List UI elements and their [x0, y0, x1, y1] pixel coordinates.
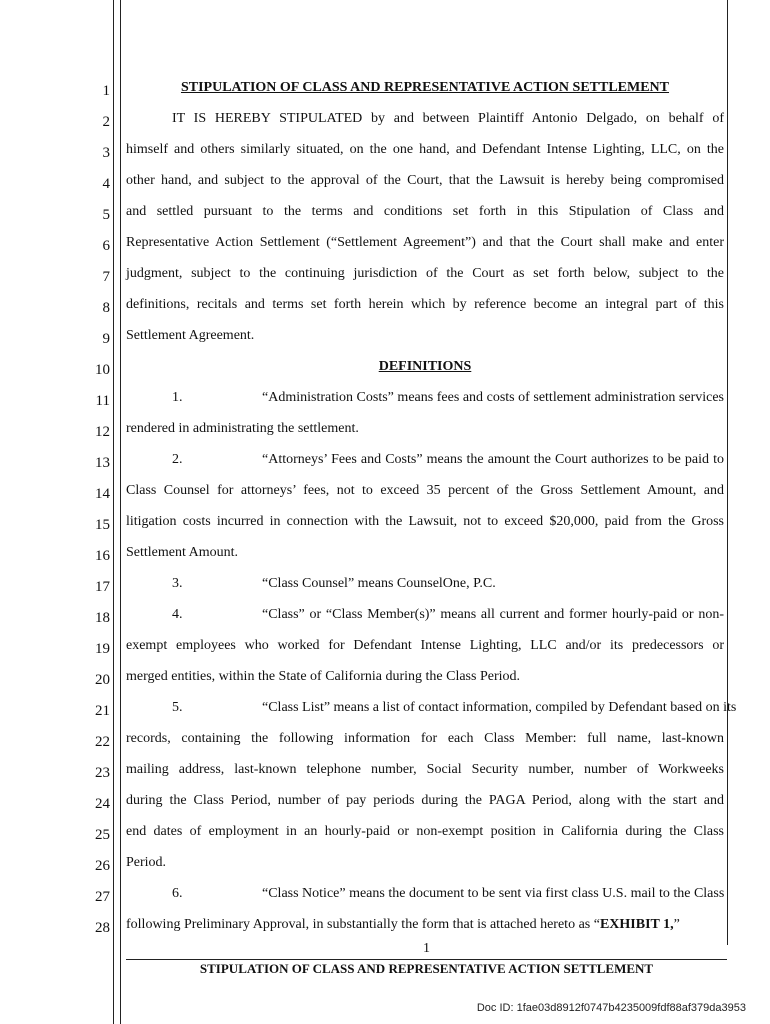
line-number: 20 [95, 672, 110, 688]
line-number: 10 [95, 362, 110, 378]
item-line: end dates of employment in an hourly-paid or non-exempt position in California during the Class [126, 824, 724, 839]
line-number: 15 [95, 517, 110, 533]
line-number: 14 [95, 486, 110, 502]
item-line: rendered in administrating the settlement. [126, 421, 359, 436]
item-line: Settlement Amount. [126, 545, 238, 560]
item-line-last [126, 917, 724, 933]
item-line: records, containing the following information for each Class Member: full name, last-known [126, 731, 724, 746]
line-number: 23 [95, 765, 110, 781]
item-line: exempt employees who worked for Defendant Intense Lighting, LLC and/or its predecessors or [126, 638, 724, 653]
item-number: 4. [172, 607, 183, 622]
last-line-text: following Preliminary Approval, in substantially the form that is attached hereto as “ [126, 917, 600, 932]
item-line: “Class Notice” means the document to be sent via first class U.S. mail to the Class [262, 886, 725, 901]
intro-line: definitions, recitals and terms set forth herein which by reference become an integral part of this [126, 297, 724, 312]
line-number: 11 [95, 393, 110, 409]
right-margin-rule [727, 0, 728, 945]
line-number: 9 [102, 331, 110, 347]
exhibit-reference: EXHIBIT 1, [599, 917, 674, 932]
doc-id: Doc ID: 1fae03d8912f0747b4235009fdf88af379da3953 [476, 1002, 746, 1014]
item-line: “Class Counsel” means CounselOne, P.C. [262, 576, 496, 591]
item-line: “Class List” means a list of contact information, compiled by Defendant based on its [262, 700, 737, 715]
line-number: 5 [102, 207, 110, 223]
line-number: 25 [95, 827, 110, 843]
line-number: 8 [102, 300, 110, 316]
intro-line: and settled pursuant to the terms and conditions set forth in this Stipulation of Class and [126, 204, 724, 219]
line-number: 4 [102, 176, 110, 192]
line-number: 13 [95, 455, 110, 471]
definition-item-3 [126, 576, 724, 592]
item-number: 5. [172, 700, 183, 715]
line-number: 3 [102, 145, 110, 161]
line-number: 6 [102, 238, 110, 254]
item-line: litigation costs incurred in connection with the Lawsuit, not to exceed $20,000, paid from the Gross [126, 514, 724, 529]
line-number: 28 [95, 920, 110, 936]
line-number: 27 [95, 889, 110, 905]
line-number: 16 [95, 548, 110, 564]
intro-line: IT IS HEREBY STIPULATED by and between Plaintiff Antonio Delgado, on behalf of [172, 111, 724, 126]
item-line: during the Class Period, number of pay periods during the PAGA Period, along with the start and [126, 793, 724, 808]
definition-item-2 [126, 452, 724, 468]
definition-item-6 [126, 886, 724, 902]
item-line: merged entities, within the State of California during the Class Period. [126, 669, 521, 684]
line-number: 1 [102, 83, 110, 99]
intro-line: Settlement Agreement. [126, 328, 255, 343]
definition-item-1 [126, 390, 724, 406]
item-number: 1. [172, 390, 183, 405]
line-number: 21 [95, 703, 110, 719]
item-line: “Class” or “Class Member(s)” means all current and former hourly-paid or non- [262, 607, 724, 622]
intro-line: other hand, and subject to the approval of the Court, that the Lawsuit is hereby being compromised [126, 173, 724, 188]
item-number: 3. [172, 576, 183, 591]
item-line: Class Counsel for attorneys’ fees, not to exceed 35 percent of the Gross Settlement Amount, and [126, 483, 724, 498]
item-line: mailing address, last-known telephone number, Social Security number, number of Workweeks [126, 762, 724, 777]
footer-title: STIPULATION OF CLASS AND REPRESENTATIVE ACTION SETTLEMENT [199, 961, 654, 976]
item-line: “Administration Costs” means fees and costs of settlement administration services [262, 390, 724, 405]
line-number: 22 [95, 734, 110, 750]
footer-rule [126, 959, 727, 960]
document-title: STIPULATION OF CLASS AND REPRESENTATIVE ACTION SETTLEMENT [180, 80, 670, 95]
line-number: 12 [95, 424, 110, 440]
line-number: 26 [95, 858, 110, 874]
line-number: 7 [102, 269, 110, 285]
definition-item-5 [126, 700, 737, 716]
line-number: 2 [102, 114, 110, 130]
last-line-end: ” [673, 917, 680, 932]
line-number: 17 [95, 579, 110, 595]
intro-line: Representative Action Settlement (“Settlement Agreement”) and that the Court shall make and enter [126, 235, 724, 250]
line-number: 19 [95, 641, 110, 657]
intro-line: judgment, subject to the continuing jurisdiction of the Court as set forth below, subject to the [126, 266, 724, 281]
page-number: 1 [423, 941, 430, 956]
item-number: 2. [172, 452, 183, 467]
line-number: 18 [95, 610, 110, 626]
item-line: “Attorneys’ Fees and Costs” means the amount the Court authorizes to be paid to [262, 452, 724, 467]
definition-item-4 [126, 607, 724, 623]
line-number: 24 [95, 796, 110, 812]
item-line: Period. [126, 855, 167, 870]
definitions-heading: DEFINITIONS [378, 359, 472, 374]
item-number: 6. [172, 886, 183, 901]
intro-line: himself and others similarly situated, on the one hand, and Defendant Intense Lighting, LLC, on the [126, 142, 724, 157]
left-margin-rule-inner [120, 0, 121, 1024]
left-margin-rule-outer [113, 0, 114, 1024]
